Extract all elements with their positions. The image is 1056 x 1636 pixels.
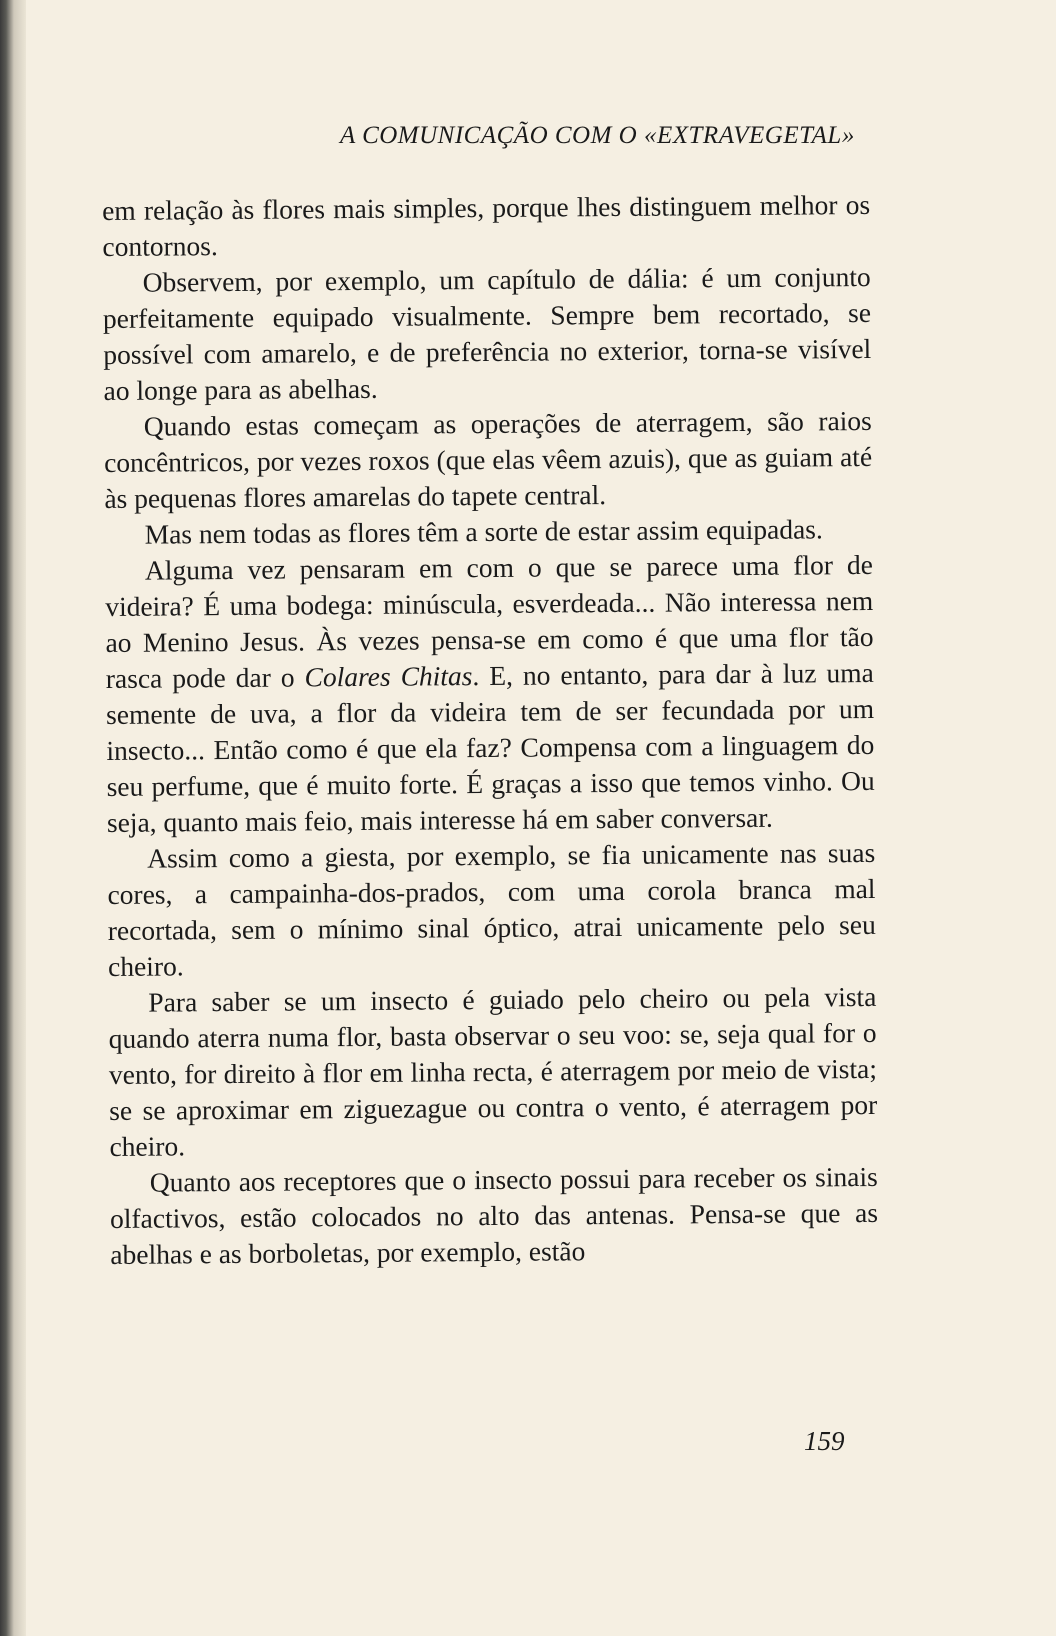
paragraph: Assim como a giesta, por exemplo, se fia unicamente nas suas cores, a campainha-dos-prados, com uma corola branca mal recortada, sem o mínimo sinal óptico, atrai unicamente pelo seu cheiro. [107, 836, 876, 982]
body-text [102, 187, 878, 1273]
page-number: 159 [804, 1426, 845, 1456]
paragraph: em relação às flores mais simples, porque lhes distinguem melhor os contornos. [102, 188, 871, 262]
paragraph-text: Alguma vez pensaram em com o que se parece uma flor de videira? É uma bodega: minúscula, esverdeada... Não interessa nem ao Menino Jesus. Às vezes pensa-se em como é que uma flor tão rasca pode dar o [105, 548, 874, 694]
paragraph: Quanto aos receptores que o insecto possui para receber os sinais olfactivos, estão colocados no alto das antenas. Pensa-se que as abelhas e as borboletas, por exemplo, estão [109, 1160, 879, 1270]
paragraph-text: . E, no entanto, para dar à luz uma semente de uva, a flor da videira tem de ser fecundada por um insecto... Então como é que ela faz? Compensa com a linguagem do seu perfume, que é muito forte. É graças a isso que temos vinho. Ou seja, quanto mais feio, mais interesse há em saber conversar. [105, 656, 875, 838]
paragraph [105, 547, 875, 841]
book-spine-shadow [0, 0, 26, 1636]
wine-name-italic: Colares Chitas [304, 660, 473, 693]
running-head: A COMUNICAÇÃO COM O «EXTRAVEGETAL» [340, 122, 855, 149]
paragraph: Observem, por exemplo, um capítulo de dália: é um conjunto perfeitamente equipado visualmente. Sempre bem recortado, se possível com amarelo, e de preferência no exterior, torna-se visível ao longe para as abelhas. [102, 260, 872, 406]
paragraph: Para saber se um insecto é guiado pelo cheiro ou pela vista quando aterra numa flor, basta observar o seu voo: se, seja qual for o vento, for direito à flor em linha recta, é aterragem por meio de vista; se se aproximar em ziguezague ou contra o vento, é aterragem por cheiro. [108, 980, 878, 1162]
paragraph: Mas nem todas as flores têm a sorte de estar assim equipadas. [144, 513, 823, 550]
paragraph: Quando estas começam as operações de aterragem, são raios concêntricos, por vezes roxos (que elas vêem azuis), que as guiam até às pequenas flores amarelas do tapete central. [103, 404, 873, 514]
